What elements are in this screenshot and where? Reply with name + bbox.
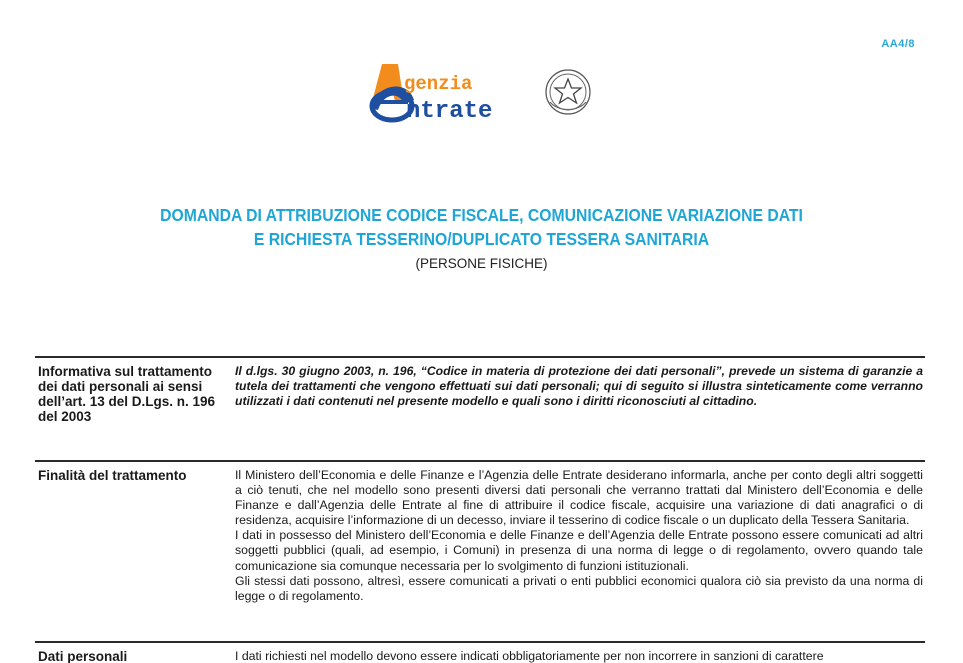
section-label: Dati personali [38,649,128,663]
paragraph: I dati in possesso del Ministero dell’Economia e delle Finanze e dell’Agenzia delle Entrate possono essere comunicati ad altri soggetti pubblici (quali, ad esempio, i Comuni) in presenza di una norma di legge o di regolamento, ovvero quando tale comunicazione sia comunque necessaria per lo svolgimento di funzioni istituzionali. [235,528,923,573]
section-dati-personali [35,641,925,663]
logo-text-ntrate: ntrate [406,98,493,125]
logo-text-genzia: genzia [404,73,473,95]
paragraph: I dati richiesti nel modello devono essere indicati obbligatoriamente per non incorrere in sanzioni di carattere [235,649,824,663]
document-title-line-1: DOMANDA DI ATTRIBUZIONE CODICE FISCALE, COMUNICAZIONE VARIAZIONE DATI [160,205,803,225]
agenzia-entrate-logo [368,62,608,126]
paragraph: Il d.lgs. 30 giugno 2003, n. 196, “Codice in materia di protezione dei dati personali”, prevede un sistema di garanzie a tutela dei trattamenti che vengono effettuati sui dati personali; qui di seguito si illustra sinteticamente come verranno utilizzati i dati contenuti nel presente modello e quali sono i diritti riconosciuti al cittadino. [235,364,923,409]
italian-republic-emblem-icon [546,70,590,114]
document-title-block [0,203,963,271]
section-text [235,364,923,409]
section-informativa [35,356,925,462]
document-subtitle: (PERSONE FISICHE) [415,256,548,271]
paragraph: Gli stessi dati possono, altresì, essere comunicati a privati o enti pubblici economici qualora ciò sia previsto da una norma di legge o di regolamento. [235,573,923,603]
form-code: AA4/8 [881,38,915,50]
section-label: Finalità del trattamento [38,468,187,483]
section-text [235,468,923,604]
section-finalita [35,460,925,640]
document-title-line-2: E RICHIESTA TESSERINO/DUPLICATO TESSERA SANITARIA [253,229,710,249]
section-label: Informativa sul trattamento dei dati personali ai sensi dell’art. 13 del D.Lgs. n. 196 del 2003 [38,364,216,424]
paragraph: Il Ministero dell’Economia e delle Finanze e l’Agenzia delle Entrate desiderano informarla, anche per conto degli altri soggetti a ciò tenuti, che nel modello sono presenti diversi dati personali che verranno trattati dal Ministero dell’Economia e delle Finanze e dall’Agenzia delle Entrate al fine di attribuire il codice fiscale, acquisire una variazione di dati anagrafici o di residenza, acquisire l’informazione di un decesso, inviare il tesserino di codice fiscale o un duplicato della Tessera Sanitaria. [235,468,923,528]
